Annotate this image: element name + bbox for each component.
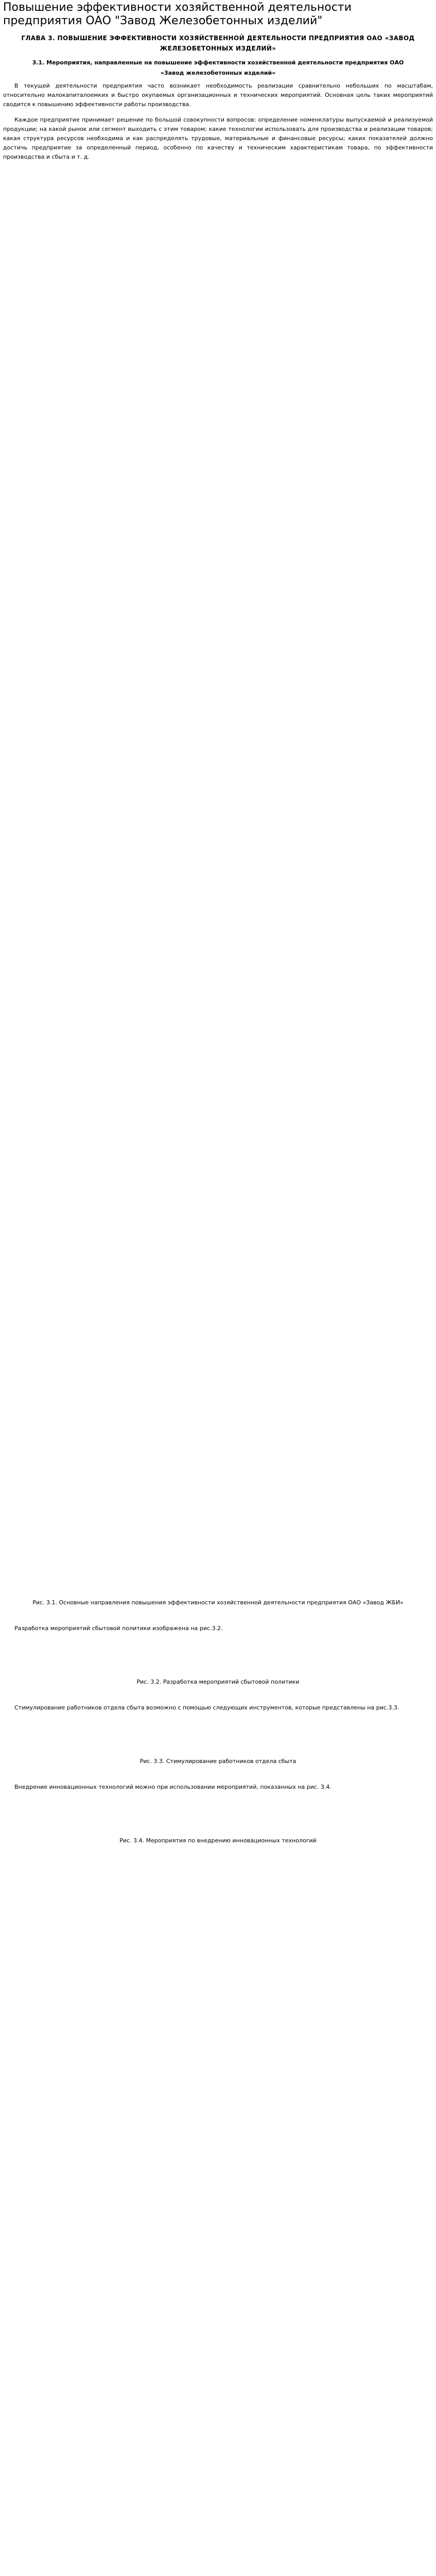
paragraph: В текущей деятельности предприятия часто возникает необходимость реализации сравнительно небольших по масштабам, относительно малокапиталоемких и быстро окупаемых организационных и технических мероприятий. Основная цель таких мероприятий сводится к повышению эффективности работы производства. xyxy=(3,82,433,108)
document-page xyxy=(0,1,436,2576)
figure-caption: Рис. 3.2. Разработка мероприятий сбытовой политики xyxy=(136,1679,300,1685)
paragraph: Каждое предприятие принимает решение по большой совокупности вопросов: определение номенклатуры выпускаемой и реализуемой продукции; на какой рынок или сегмент выходить с этим товаром; какие технологии использовать для производства и реализации товаров; какая структура ресурсов необходима и как распределять трудовые, материальные и финансовые ресурсы; каких показателей должно достичь предприятие за определенный период, особенно по качеству и техническим характеристикам товара, по эффективности производства и сбыта и т. д. xyxy=(3,116,433,160)
figure-lead-text: Внедрение инновационных технологий можно при использовании мероприятий, показанных на рис. 3.4. xyxy=(14,1784,332,1790)
page-title: Повышение эффективности хозяйственной деятельности предприятия ОАО "Завод Железобетонных изделий" xyxy=(3,1,352,27)
chapter-heading: ГЛАВА 3. ПОВЫШЕНИЕ ЭФФЕКТИВНОСТИ ХОЗЯЙСТВЕННОЙ ДЕЯТЕЛЬНОСТИ ПРЕДПРИЯТИЯ ОАО «ЗАВОД ЖЕЛЕЗОБЕТОННЫХ ИЗДЕЛИЙ» xyxy=(21,35,415,52)
figure-caption: Рис. 3.3. Стимулирование работников отдела сбыта xyxy=(139,1758,297,1765)
body-text xyxy=(3,81,433,162)
figure-caption: Рис. 3.1. Основные направления повышения эффективности хозяйственной деятельности предприятия ОАО «Завод ЖБИ» xyxy=(32,1599,404,1606)
figure-lead-text: Стимулирование работников отдела сбыта возможно с помощью следующих инструментов, которые представлены на рис.3.3. xyxy=(14,1704,399,1711)
figure-caption: Рис. 3.4. Мероприятия по внедрению инновационных технологий xyxy=(119,1837,317,1844)
section-heading: 3.1. Мероприятия, направленные на повышение эффективности хозяйственной деятельности предприятия ОАО «Завод железобетонных изделий» xyxy=(32,59,404,76)
figure-lead-text: Разработка мероприятий сбытовой политики изображена на рис.3.2. xyxy=(14,1625,223,1632)
figure-captions-block xyxy=(3,1598,433,1845)
